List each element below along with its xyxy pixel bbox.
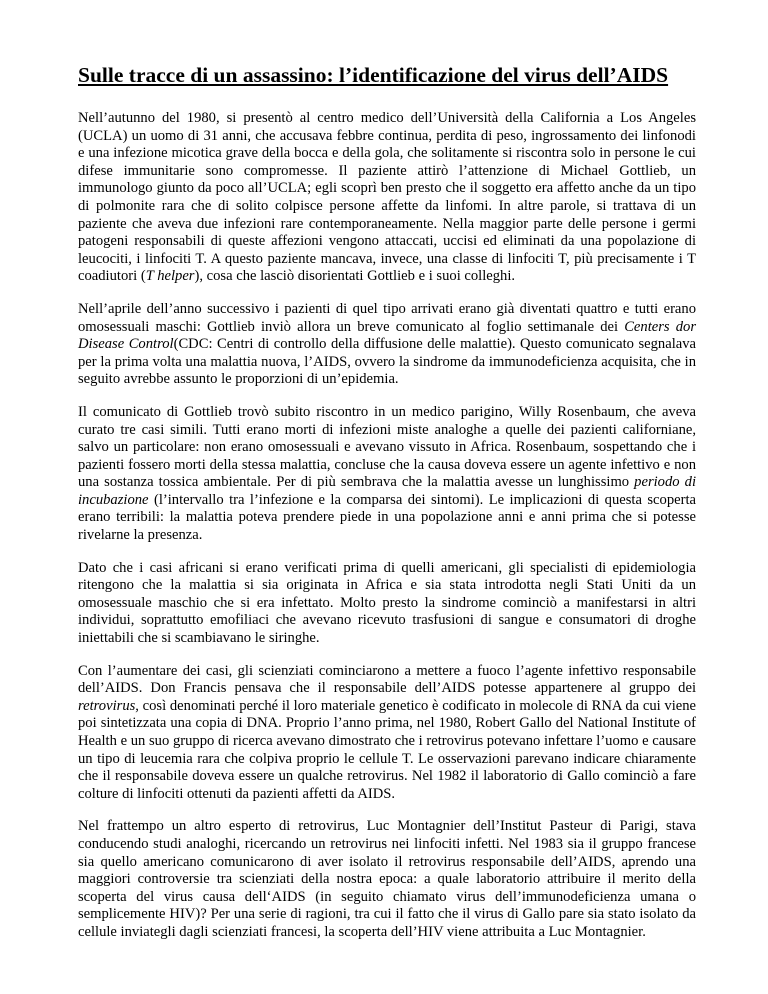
paragraph-text: ), cosa che lasciò disorientati Gottlieb e i suoi colleghi. <box>194 268 516 285</box>
paragraph-6 <box>78 818 696 941</box>
paragraph-text: Nell’aprile dell’anno successivo i pazienti di quel tipo arrivati erano già diventati quattro e tutti erano omosessuali maschi: Gottlieb inviò allora un breve comunicato al foglio settimanale dei <box>78 300 696 335</box>
paragraph-text: Il comunicato di Gottlieb trovò subito riscontro in un medico parigino, Willy Rosenbaum, che aveva curato tre casi simili. Tutti erano morti di infezioni miste analoghe a quelle dei pazienti californiane, salvo un particolare: non erano omosessuali e avevano vissuto in Africa. Rosenbaum, sospettando che i pazienti fossero morti della stessa malattia, concluse che la causa doveva essere un agente infettivo e non una sostanza tossica ambientale. Per di più sembrava che la malattia avesse un lunghissimo <box>78 403 696 491</box>
paragraph-2 <box>78 301 696 389</box>
paragraph-text: (CDC: Centri di controllo della diffusione delle malattie). Questo comunicato segnalava per la prima volta una malattia nuova, l’AIDS, ovvero la sindrome da immunodeficienza acquisita, che in seguito avrebbe assunto le proporzioni di un’epidemia. <box>78 336 696 388</box>
paragraph-text: Con l’aumentare dei casi, gli scienziati cominciarono a mettere a fuoco l’agente infettivo responsabile dell’AIDS. Don Francis pensava che il responsabile dell’AIDS potesse appartenere al gruppo dei <box>78 662 696 697</box>
paragraph-italic-text: T helper <box>145 268 195 285</box>
paragraph-italic-text: Centers dor Disease Control <box>78 318 696 353</box>
paragraph-text: , così denominati perché il loro materiale genetico è codificato in molecole di RNA da cui viene poi sintetizzata una copia di DNA. Proprio l’anno prima, nel 1980, Robert Gallo del National Institute of Health e un suo gruppo di ricerca avevano dimostrato che i retrovirus potevano infettare l’uomo e causare un tipo di leucemia rara che colpiva proprio le cellule T. Le osservazioni parevano indicare chiaramente che il responsabile doveva essere un qualche retrovirus. Nel 1982 il laboratorio di Gallo cominciò a fare colture di linfociti ottenuti da pazienti affetti da AIDS. <box>78 697 696 802</box>
paragraph-1 <box>78 110 696 286</box>
paragraph-text: Dato che i casi africani si erano verificati prima di quelli americani, gli specialisti di epidemiologia ritengono che la malattia si sia originata in Africa e sia stata introdotta negli Stati Uniti da un omosessuale maschio che si era infettato. Molto presto la sindrome cominciò a manifestarsi in altri individui, soprattutto emofiliaci che avevano ricevuto trasfusioni di sangue e consumatori di droghe iniettabili che si scambiavano le siringhe. <box>78 559 696 647</box>
paragraph-text: Nell’autunno del 1980, si presentò al centro medico dell’Università della California a Los Angeles (UCLA) un uomo di 31 anni, che accusava febbre continua, perdita di peso, ingrossamento dei linfonodi e una infezione micotica grave della bocca e della gola, che solitamente si riscontra solo in persone le cui difese immunitarie sono compromesse. Il paziente attirò l’attenzione di Michael Gottlieb, un immunologo giunto da poco all’UCLA; egli scoprì ben presto che il soggetto era affetto anche da un tipo di polmonite rara che di solito colpisce persone affette da linfomi. In altre parole, si trattava di un paziente che aveva due infezioni rare contemporaneamente. Nella maggior parte delle persone i germi patogeni responsabili di queste affezioni vengono attaccati, uccisi ed eliminati da una popolazione di leucociti, i linfociti T. A questo paziente mancava, invece, una classe di linfociti T, più precisamente i T coadiutori ( <box>78 110 696 285</box>
paragraph-3 <box>78 404 696 545</box>
paragraph-text: (l’intervallo tra l’infezione e la comparsa dei sintomi). Le implicazioni di questa scoperta erano terribili: la malattia poteva prendere piede in una popolazione anni e anni prima che si potesse rivelarne la presenza. <box>78 491 696 544</box>
document-title: Sulle tracce di un assassino: l’identificazione del virus dell’AIDS <box>78 63 669 87</box>
paragraph-italic-text: retrovirus <box>78 697 136 714</box>
paragraph-5 <box>78 663 696 804</box>
paragraph-italic-text: periodo di incubazione <box>78 474 696 508</box>
paragraph-text: Nel frattempo un altro esperto di retrovirus, Luc Montagnier dell’Institut Pasteur di Parigi, stava conducendo studi analoghi, ricercando un retrovirus nei linfociti infetti. Nel 1983 sia il gruppo francese sia quello americano comunicarono di aver isolato il retrovirus responsabile dell’AIDS, aprendo una maggiori controversie tra scienziati della nostra epoca: a quale laboratorio attribuire il merito della scoperta del virus causa dell‘AIDS (in seguito chiamato virus dell’immunodeficienza umana o semplicemente HIV)? Per una serie di ragioni, tra cui il fatto che il virus di Gallo pare sia stato isolato da cellule inviategli dagli scienziati francesi, la scoperta dell’HIV viene attribuita a Luc Montagnier. <box>78 818 696 940</box>
paragraph-4 <box>78 560 696 648</box>
